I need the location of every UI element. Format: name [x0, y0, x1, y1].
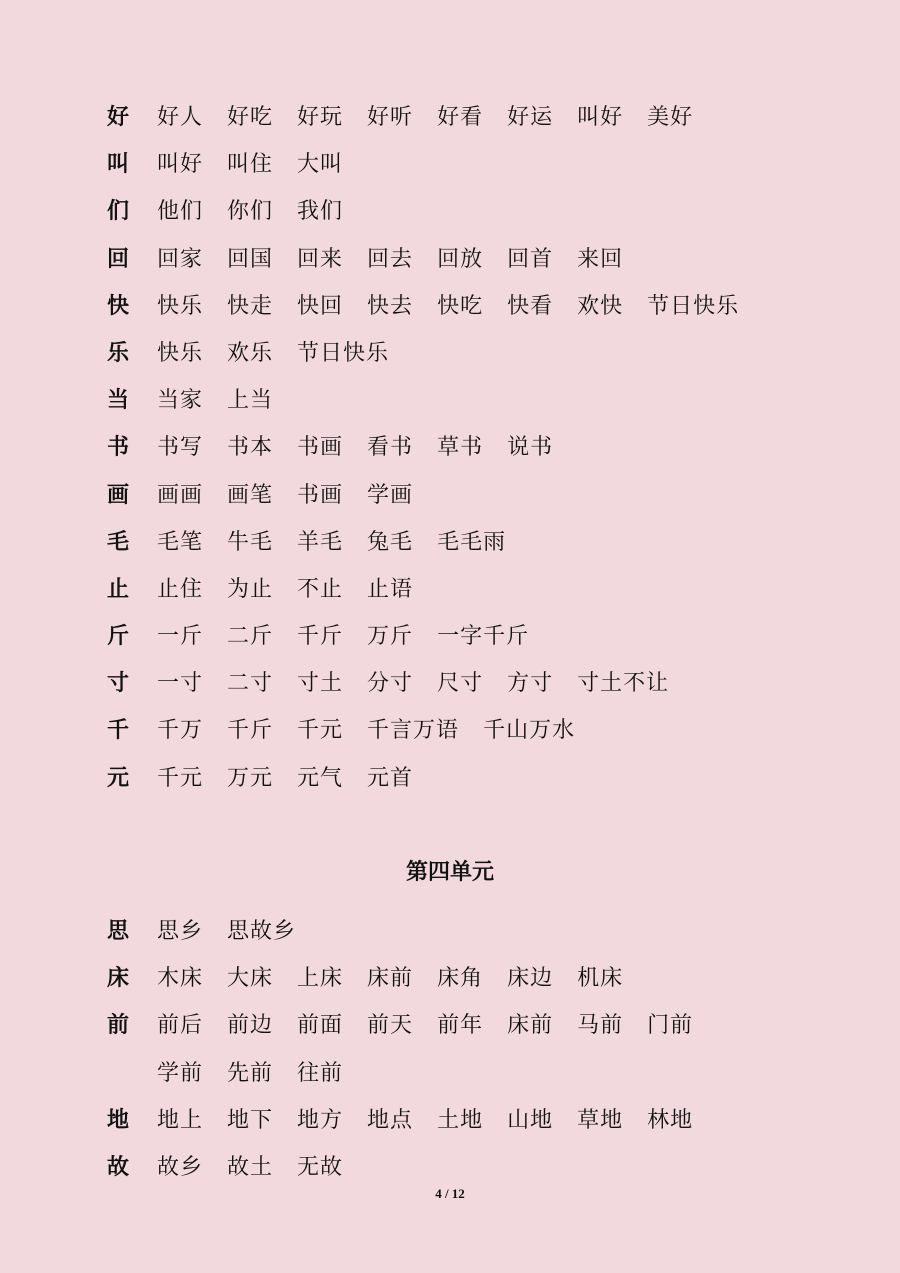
headword-char: 回 — [107, 246, 130, 272]
word-item: 元首 — [367, 765, 414, 791]
vocab-row — [0, 566, 900, 613]
word-list — [157, 1097, 717, 1144]
headword-char: 寸 — [107, 671, 130, 697]
word-list — [157, 755, 437, 802]
word-list — [157, 955, 647, 1002]
word-item: 千言万语 — [367, 718, 460, 744]
vocab-row — [0, 141, 900, 188]
word-item: 上床 — [297, 966, 344, 992]
word-item: 好玩 — [297, 105, 344, 130]
word-item: 二斤 — [227, 624, 274, 650]
headword-char: 千 — [107, 718, 130, 744]
headword-char: 好 — [107, 105, 130, 130]
word-item: 书本 — [227, 435, 274, 461]
vocab-row — [0, 472, 900, 519]
vocab-row — [0, 94, 900, 141]
word-item: 快乐 — [157, 340, 204, 366]
word-list — [157, 908, 320, 955]
word-item: 欢乐 — [227, 340, 274, 366]
word-item: 上当 — [227, 388, 274, 414]
headword-char: 床 — [107, 966, 130, 992]
vocab-row — [0, 660, 900, 707]
word-item: 山地 — [507, 1107, 554, 1133]
word-item: 欢快 — [577, 293, 624, 319]
word-item: 好运 — [507, 105, 554, 130]
word-list — [157, 566, 437, 613]
word-item: 床前 — [507, 1013, 554, 1039]
word-item: 回国 — [227, 246, 274, 272]
word-item: 千元 — [157, 765, 204, 791]
headword-char: 当 — [107, 388, 130, 414]
vocab-row — [0, 755, 900, 802]
word-item: 万元 — [227, 765, 274, 791]
word-item: 回去 — [367, 246, 414, 272]
word-item: 前边 — [227, 1013, 274, 1039]
word-item: 万斤 — [367, 624, 414, 650]
word-item: 不止 — [297, 576, 344, 602]
word-item: 无故 — [297, 1154, 344, 1180]
word-item: 故乡 — [157, 1154, 204, 1180]
word-item: 叫好 — [157, 152, 204, 178]
word-item: 分寸 — [367, 671, 414, 697]
word-item: 我们 — [297, 199, 344, 225]
word-list — [157, 236, 647, 283]
word-item: 地上 — [157, 1107, 204, 1133]
word-item: 叫好 — [577, 105, 624, 130]
word-item: 千斤 — [297, 624, 344, 650]
word-list — [157, 424, 577, 471]
headword-char: 们 — [107, 199, 130, 225]
word-item: 学前 — [157, 1060, 204, 1086]
vocab-row — [0, 236, 900, 283]
word-item: 林地 — [647, 1107, 694, 1133]
word-list — [157, 660, 693, 707]
word-item: 快吃 — [437, 293, 484, 319]
word-item: 快回 — [297, 293, 344, 319]
vocab-row — [0, 1097, 900, 1144]
word-item: 千元 — [297, 718, 344, 744]
word-item: 羊毛 — [297, 529, 344, 555]
headword-char: 叫 — [107, 152, 130, 178]
word-item: 好人 — [157, 105, 204, 130]
word-item: 好吃 — [227, 105, 274, 130]
headword-char: 书 — [107, 435, 130, 461]
word-item: 前后 — [157, 1013, 204, 1039]
word-item: 二寸 — [227, 671, 274, 697]
word-item: 快去 — [367, 293, 414, 319]
vocab-row — [0, 908, 900, 955]
word-item: 回家 — [157, 246, 204, 272]
word-item: 好听 — [367, 105, 414, 130]
word-list — [157, 283, 763, 330]
word-list — [157, 613, 553, 660]
word-item: 他们 — [157, 199, 204, 225]
word-item: 你们 — [227, 199, 274, 225]
word-item: 快看 — [507, 293, 554, 319]
word-list — [157, 1050, 367, 1097]
word-list — [157, 330, 413, 377]
word-item: 节日快乐 — [647, 293, 740, 319]
vocab-row — [0, 424, 900, 471]
word-item: 大床 — [227, 966, 274, 992]
word-item: 寸土不让 — [577, 671, 670, 697]
word-item: 看书 — [367, 435, 414, 461]
word-item: 马前 — [577, 1013, 624, 1039]
word-list — [157, 377, 297, 424]
word-item: 回来 — [297, 246, 344, 272]
word-item: 千万 — [157, 718, 204, 744]
word-list — [157, 188, 367, 235]
word-item: 机床 — [577, 966, 624, 992]
word-item: 回放 — [437, 246, 484, 272]
headword-char: 止 — [107, 576, 130, 602]
word-item: 床边 — [507, 966, 554, 992]
word-item: 床角 — [437, 966, 484, 992]
word-item: 思乡 — [157, 919, 204, 944]
word-list — [157, 519, 530, 566]
word-item: 思故乡 — [227, 919, 297, 944]
word-item: 止语 — [367, 576, 414, 602]
word-item: 学画 — [367, 482, 414, 508]
word-item: 草书 — [437, 435, 484, 461]
word-item: 地点 — [367, 1107, 414, 1133]
word-item: 床前 — [367, 966, 414, 992]
word-item: 前面 — [297, 1013, 344, 1039]
word-list — [157, 1002, 717, 1049]
word-item: 当家 — [157, 388, 204, 414]
word-item: 一斤 — [157, 624, 204, 650]
word-item: 尺寸 — [437, 671, 484, 697]
vocab-row — [0, 955, 900, 1002]
word-item: 牛毛 — [227, 529, 274, 555]
headword-char: 故 — [107, 1154, 130, 1180]
word-item: 好看 — [437, 105, 484, 130]
headword-char: 斤 — [107, 624, 130, 650]
word-item: 一寸 — [157, 671, 204, 697]
vocab-row — [0, 377, 900, 424]
vocab-row — [0, 188, 900, 235]
vocab-row — [0, 707, 900, 754]
word-item: 千斤 — [227, 718, 274, 744]
headword-char: 思 — [107, 919, 130, 944]
headword-char: 画 — [107, 482, 130, 508]
word-list — [157, 1144, 367, 1191]
vocab-row — [0, 330, 900, 377]
headword-char: 快 — [107, 293, 130, 319]
vocab-section-1 — [0, 94, 900, 802]
vocab-row — [0, 613, 900, 660]
word-item: 画笔 — [227, 482, 274, 508]
word-item: 寸土 — [297, 671, 344, 697]
word-item: 书写 — [157, 435, 204, 461]
word-item: 来回 — [577, 246, 624, 272]
word-item: 千山万水 — [483, 718, 576, 744]
word-list — [157, 472, 437, 519]
word-item: 快走 — [227, 293, 274, 319]
word-item: 书画 — [297, 482, 344, 508]
vocab-row — [0, 1002, 900, 1049]
word-item: 毛毛雨 — [437, 529, 507, 555]
vocab-row — [0, 519, 900, 566]
word-item: 门前 — [647, 1013, 694, 1039]
word-item: 往前 — [297, 1060, 344, 1086]
word-item: 为止 — [227, 576, 274, 602]
page-number: 4 / 12 — [435, 1186, 465, 1201]
word-list — [157, 94, 717, 141]
word-item: 土地 — [437, 1107, 484, 1133]
word-item: 一字千斤 — [437, 624, 530, 650]
headword-char: 地 — [107, 1107, 130, 1133]
word-item: 美好 — [647, 105, 694, 130]
headword-char: 元 — [107, 765, 130, 791]
word-list — [157, 141, 367, 188]
word-item: 叫住 — [227, 152, 274, 178]
word-item: 故土 — [227, 1154, 274, 1180]
word-item: 回首 — [507, 246, 554, 272]
word-item: 地方 — [297, 1107, 344, 1133]
word-item: 地下 — [227, 1107, 274, 1133]
word-item: 书画 — [297, 435, 344, 461]
word-item: 快乐 — [157, 293, 204, 319]
word-item: 先前 — [227, 1060, 274, 1086]
word-item: 前天 — [367, 1013, 414, 1039]
vocab-row — [0, 1144, 900, 1191]
word-item: 木床 — [157, 966, 204, 992]
word-item: 兔毛 — [367, 529, 414, 555]
word-item: 前年 — [437, 1013, 484, 1039]
headword-char: 乐 — [107, 340, 130, 366]
word-item: 草地 — [577, 1107, 624, 1133]
word-item: 大叫 — [297, 152, 344, 178]
word-item: 节日快乐 — [297, 340, 390, 366]
headword-char: 前 — [107, 1013, 130, 1039]
vocab-section-2 — [0, 908, 900, 1191]
word-item: 画画 — [157, 482, 204, 508]
headword-char: 毛 — [107, 529, 130, 555]
word-item: 元气 — [297, 765, 344, 791]
vocab-row — [0, 283, 900, 330]
unit-heading: 第四单元 — [405, 860, 494, 885]
word-item: 方寸 — [507, 671, 554, 697]
word-item: 说书 — [507, 435, 554, 461]
word-item: 毛笔 — [157, 529, 204, 555]
word-list — [157, 707, 599, 754]
vocab-row — [0, 1050, 900, 1097]
word-item: 止住 — [157, 576, 204, 602]
